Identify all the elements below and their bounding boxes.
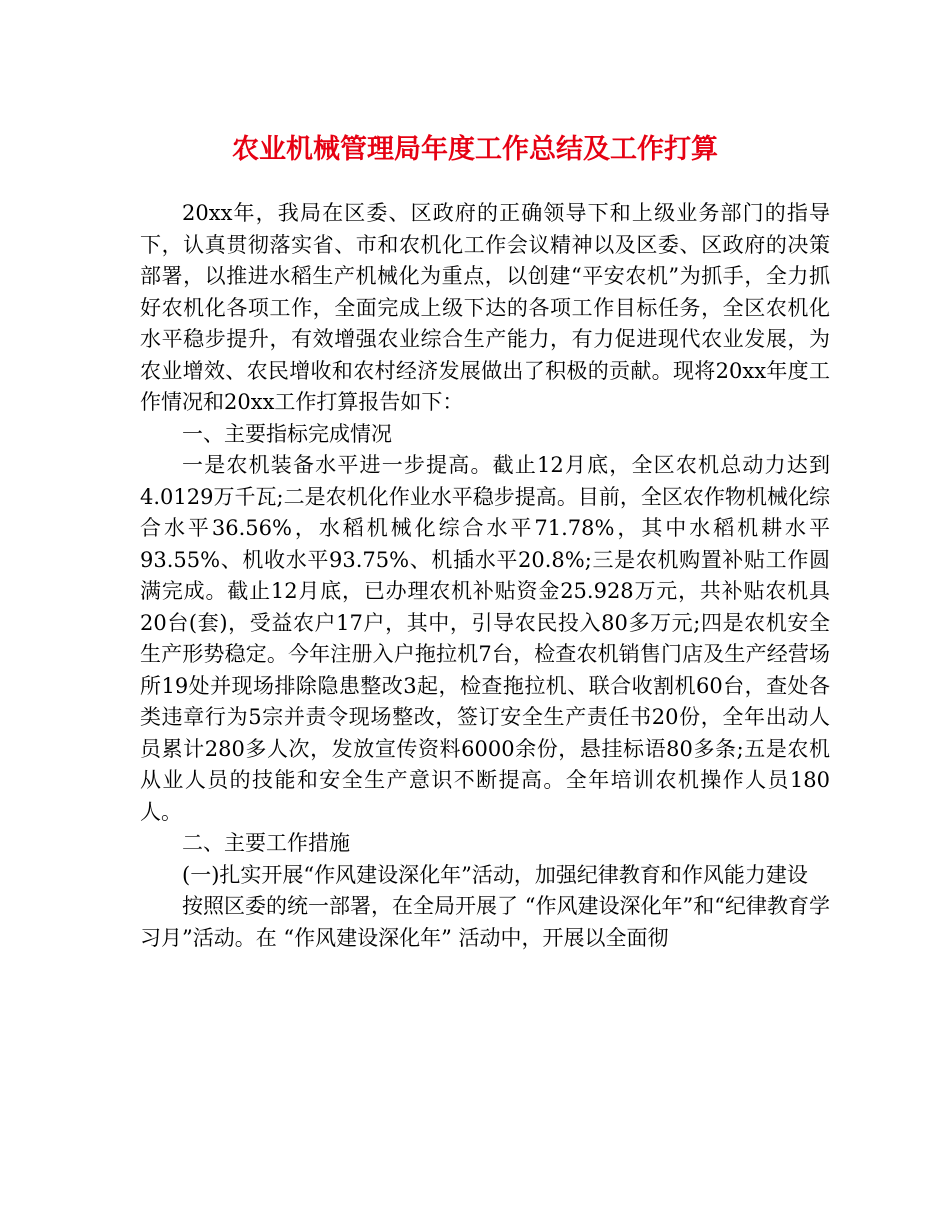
document-body <box>140 198 830 954</box>
subsection-heading-1: (一)扎实开展“作风建设深化年”活动，加强纪律教育和作风能力建设 <box>182 862 808 887</box>
document-title: 农业机械管理局年度工作总结及工作打算 <box>232 134 718 165</box>
intro-paragraph: 20xx年，我局在区委、区政府的正确领导下和上级业务部门的指导下，认真贯彻落实省、市和农机化工作会议精神以及区委、区政府的决策部署，以推进水稻生产机械化为重点，以创建“平安农机”为抓手，全力抓好农机化各项工作，全面完成上级下达的各项工作目标任务，全区农机化水平稳步提升，有效增强农业综合生产能力，有力促进现代农业发展，为农业增效、农民增收和农村经济发展做出了积极的贡献。现将20xx年度工作情况和20xx工作打算报告如下： <box>140 201 830 414</box>
indicators-paragraph: 一是农机装备水平进一步提高。截止12月底，全区农机总动力达到4.0129万千瓦;二是农机化作业水平稳步提高。目前，全区农作物机械化综合水平36.56%，水稻机械化综合水平71.78%，其中水稻机耕水平93.55%、机收水平93.75%、机插水平20.8%;三是农机购置补贴工作圆满完成。截止12月底，已办理农机补贴资金25.928万元，共补贴农机具20台(套)，受益农户17户，其中，引导农民投入80多万元;四是农机安全生产形势稳定。今年注册入户拖拉机7台，检查农机销售门店及生产经营场所19处并现场排除隐患整改3起，检查拖拉机、联合收割机60台，查处各类违章行为5宗并责令现场整改，签订安全生产责任书20份，全年出动人员累计280多人次，发放宣传资料6000余份，悬挂标语80多条;五是农机从业人员的技能和安全生产意识不断提高。全年培训农机操作人员180人。 <box>140 453 830 824</box>
measures-paragraph: 按照区委的统一部署，在全局开展了 “作风建设深化年”和“纪律教育学习月”活动。在 “作风建设深化年” 活动中，开展以全面彻 <box>140 894 830 950</box>
section-heading-indicators: 一、主要指标完成情况 <box>182 421 392 446</box>
section-heading-measures: 二、主要工作措施 <box>182 831 350 855</box>
